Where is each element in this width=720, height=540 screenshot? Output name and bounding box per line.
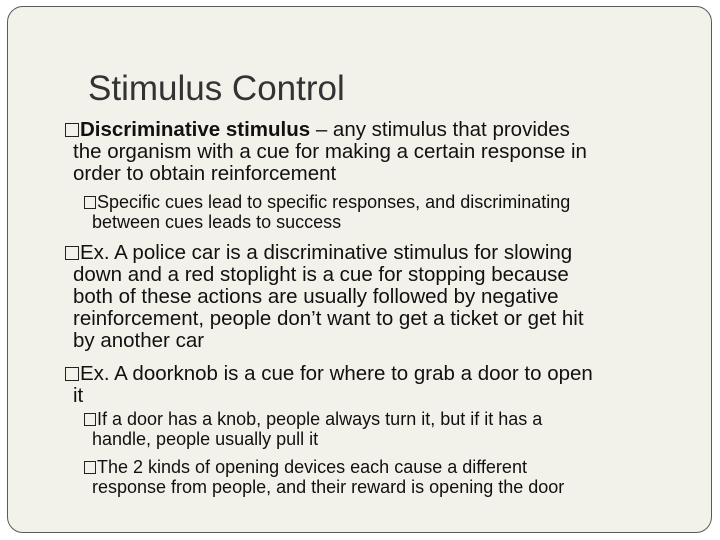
sub-bullet-text: between cues leads to success bbox=[92, 211, 342, 232]
bullet-text: the organism with a cue for making a certain response in bbox=[73, 140, 587, 163]
bullet-box-icon bbox=[84, 193, 96, 214]
bullet-text: Ex. A police car is a discriminative stimulus for slowing bbox=[80, 241, 573, 264]
bullet-text: reinforcement, people don’t want to get a ticket or get hit bbox=[73, 307, 584, 330]
bullet-box-icon bbox=[84, 458, 96, 479]
bullet-text: both of these actions are usually followed by negative bbox=[73, 285, 559, 308]
bullet-text: down and a red stoplight is a cue for stopping because bbox=[73, 263, 569, 286]
bullet-text: by another car bbox=[73, 329, 205, 352]
slide-frame bbox=[7, 6, 712, 533]
bullet-text: Ex. A doorknob is a cue for where to grab a door to open bbox=[80, 362, 593, 385]
bullet-text: it bbox=[73, 384, 84, 407]
bullet-box-icon bbox=[84, 410, 96, 431]
bullet-box-icon bbox=[65, 242, 79, 265]
sub-bullet-text: handle, people usually pull it bbox=[92, 428, 319, 449]
sub-bullet-text: Specific cues lead to specific responses, and discriminating bbox=[97, 192, 571, 212]
bullet-text: order to obtain reinforcement bbox=[73, 162, 337, 185]
sub-bullet-text: The 2 kinds of opening devices each cause a different bbox=[97, 457, 527, 477]
bullet-text-bold: Discriminative stimulus bbox=[80, 118, 311, 141]
sub-bullet-text: If a door has a knob, people always turn it, but if it has a bbox=[97, 409, 543, 429]
slide-title: Stimulus Control bbox=[88, 69, 345, 108]
sub-bullet-text: response from people, and their reward is opening the door bbox=[92, 476, 565, 497]
bullet-box-icon bbox=[65, 363, 79, 386]
bullet-text: – any stimulus that provides bbox=[310, 118, 570, 141]
bullet-box-icon bbox=[65, 119, 79, 142]
